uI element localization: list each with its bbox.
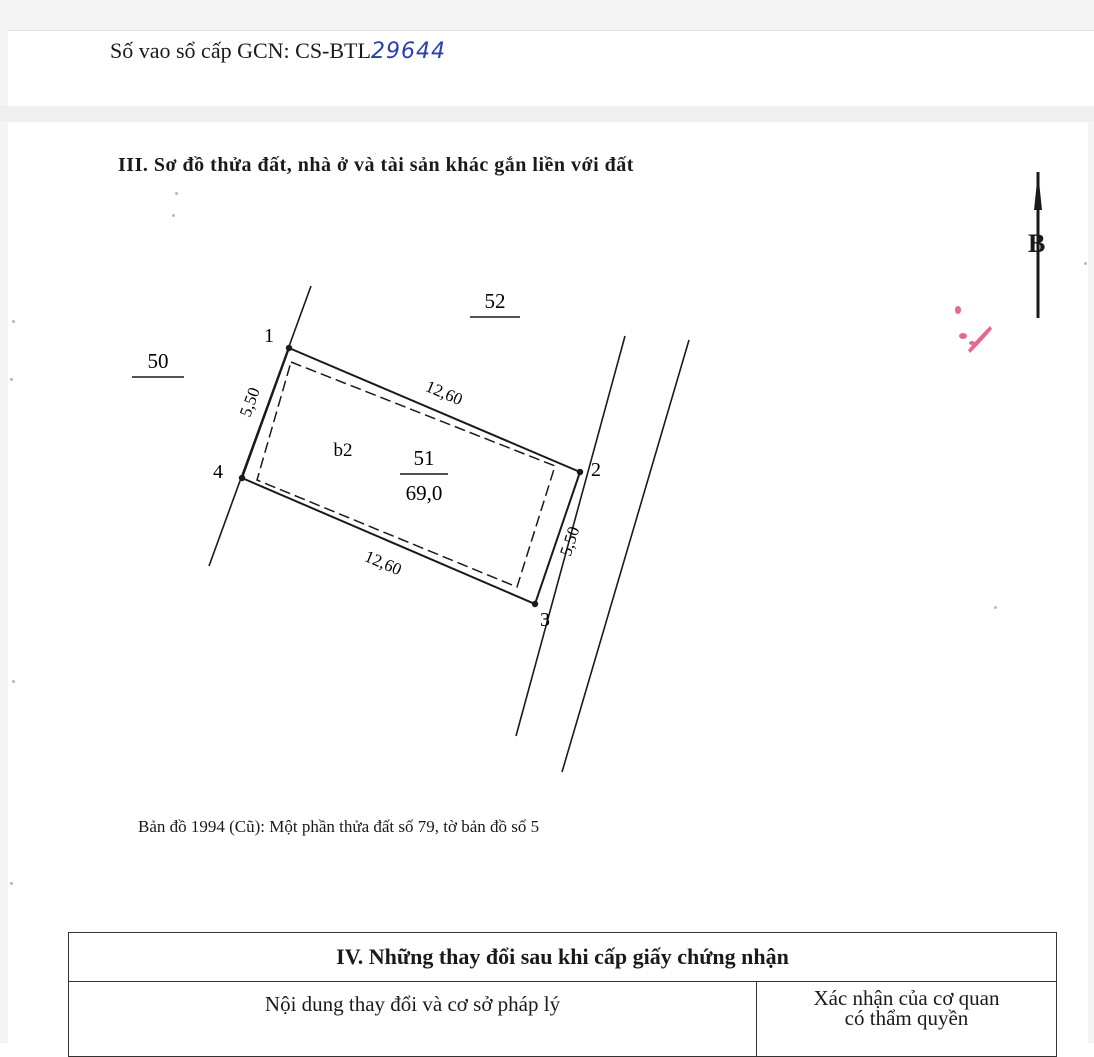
north-letter: B bbox=[1028, 229, 1046, 258]
vertex-dot-1 bbox=[286, 345, 292, 351]
vertex-dot-2 bbox=[577, 469, 583, 475]
handwritten-registration-number: 29644 bbox=[370, 39, 446, 64]
confirmation-line-1: Xác nhận của cơ quan bbox=[813, 986, 1000, 1010]
edge-length-bottom: 12,60 bbox=[361, 546, 405, 580]
neighbor-parcel-52: 52 bbox=[484, 289, 506, 313]
confirmation-line-2: có thẩm quyền bbox=[844, 1006, 969, 1030]
stamp-mark-icon bbox=[955, 306, 992, 353]
map-caption: Bản đồ 1994 (Cũ): Một phần thửa đất số 79, tờ bản đồ số 5 bbox=[138, 817, 540, 836]
parcel-number: 51 bbox=[413, 446, 435, 470]
edge-length-right: 5,50 bbox=[556, 524, 584, 559]
section-iv-title: IV. Những thay đổi sau khi cấp giấy chứng nhận bbox=[69, 933, 1057, 982]
road-edge-line bbox=[562, 340, 689, 772]
vertex-dot-3 bbox=[532, 601, 538, 607]
vertex-label-4: 4 bbox=[213, 461, 223, 483]
edge-length-left: 5,50 bbox=[235, 384, 264, 420]
neighbor-parcel-50: 50 bbox=[147, 349, 169, 373]
changes-table bbox=[68, 932, 1057, 1057]
column-header-content: Nội dung thay đổi và cơ sở pháp lý bbox=[69, 982, 757, 1057]
vertex-label-2: 2 bbox=[591, 459, 601, 481]
registration-label: Số vao sổ cấp GCN: CS-BTL bbox=[110, 38, 371, 63]
parcel-area: 69,0 bbox=[405, 481, 443, 505]
edge-length-top: 12,60 bbox=[422, 376, 466, 410]
column-header-confirmation bbox=[757, 982, 1057, 1057]
parcel-boundary bbox=[242, 348, 580, 604]
vertex-label-1: 1 bbox=[264, 325, 274, 347]
vertex-dot-4 bbox=[239, 475, 245, 481]
building-code: b2 bbox=[333, 440, 353, 461]
section-iii-title: III. Sơ đồ thửa đất, nhà ở và tài sản khác gắn liền với đất bbox=[118, 154, 634, 176]
vertex-label-3: 3 bbox=[540, 609, 550, 631]
